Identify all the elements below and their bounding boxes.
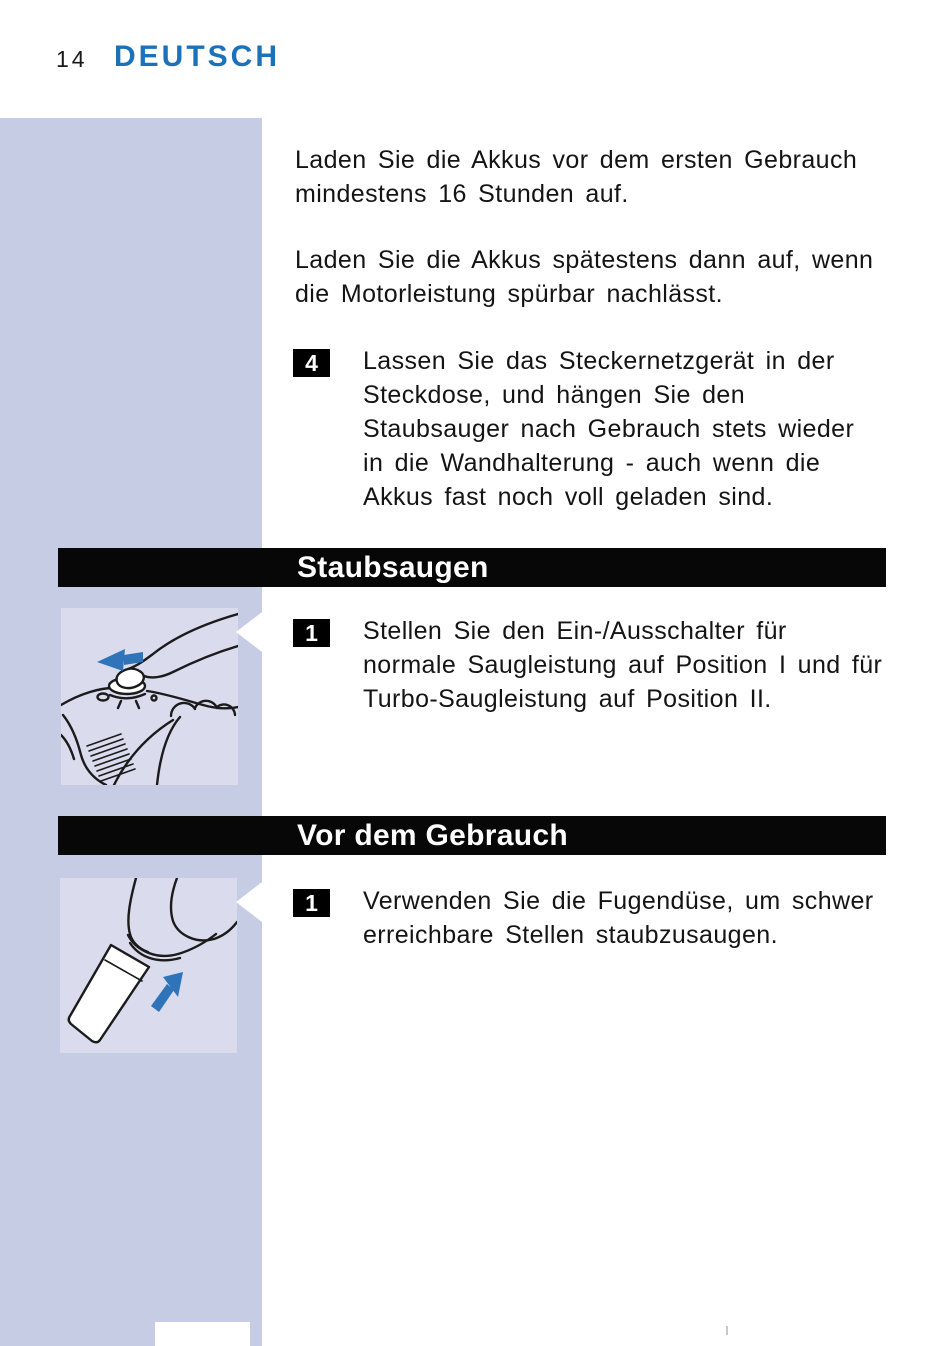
- section-header-staubsaugen: Staubsaugen: [58, 548, 886, 587]
- scan-artifact: [726, 1326, 728, 1335]
- text-line: Akkus fast noch voll geladen sind.: [363, 483, 774, 511]
- page-number: 14: [56, 46, 88, 72]
- sidebar-bottom-notch: [155, 1322, 250, 1346]
- text-line: Laden Sie die Akkus vor dem ersten Gebrauch: [295, 146, 858, 174]
- text-line: Verwenden Sie die Fugendüse, um schwer: [363, 887, 874, 915]
- arrow-up-right-icon: [151, 972, 183, 1012]
- text-line: in die Wandhalterung - auch wenn die: [363, 449, 821, 477]
- crevice-nozzle-drawing: [60, 878, 237, 1053]
- text-line: Laden Sie die Akkus spätestens dann auf, wenn: [295, 246, 874, 274]
- text-line: mindestens 16 Stunden auf.: [295, 180, 629, 208]
- illustration-on-off-switch: [61, 608, 238, 785]
- step-number-badge: 4: [293, 349, 330, 377]
- arrow-left-icon: [97, 649, 143, 671]
- text-line: Turbo-Saugleistung auf Position II.: [363, 685, 772, 713]
- text-line: normale Saugleistung auf Position I und für: [363, 651, 883, 679]
- illustration-crevice-nozzle: [60, 878, 237, 1053]
- staubsaugen-step-text: [363, 614, 882, 716]
- callout-notch: [236, 882, 262, 922]
- step-number-badge: 1: [293, 619, 330, 647]
- intro-paragraph-1: [295, 143, 857, 211]
- text-line: Lassen Sie das Steckernetzgerät in der: [363, 347, 835, 375]
- section-header-vor-dem-gebrauch: Vor dem Gebrauch: [58, 816, 886, 855]
- text-line: Staubsauger nach Gebrauch stets wieder: [363, 415, 855, 443]
- step-4-text: [363, 344, 854, 514]
- text-line: die Motorleistung spürbar nachlässt.: [295, 280, 723, 308]
- callout-notch: [236, 612, 262, 652]
- text-line: erreichbare Stellen staubzusaugen.: [363, 921, 778, 949]
- language-title: DEUTSCH: [114, 40, 281, 73]
- intro-paragraph-2: [295, 243, 873, 311]
- hand-pressing-switch-drawing: [61, 608, 238, 785]
- step-number-badge: 1: [293, 889, 330, 917]
- text-line: Stellen Sie den Ein-/Ausschalter für: [363, 617, 787, 645]
- text-line: Steckdose, und hängen Sie den: [363, 381, 746, 409]
- vor-dem-gebrauch-step-text: [363, 884, 873, 952]
